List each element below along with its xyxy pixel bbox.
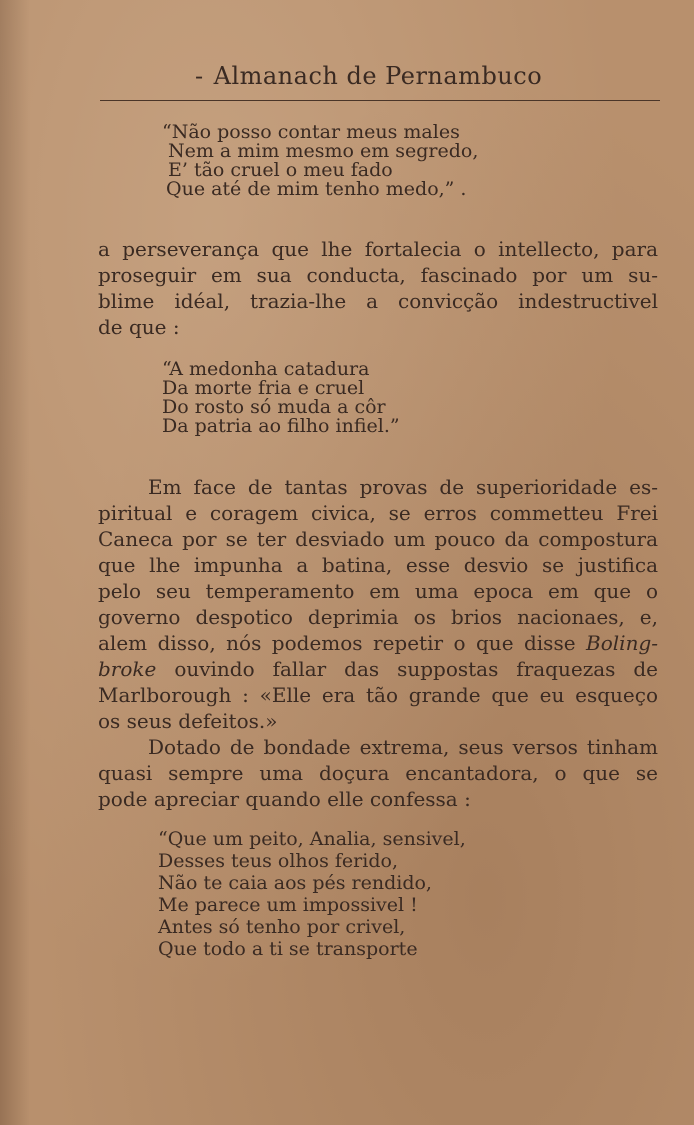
verse-line: “Não posso contar meus males bbox=[162, 121, 460, 143]
text-line: os seus defeitos.» bbox=[98, 709, 278, 733]
verse-line: Que todo a ti se transporte bbox=[158, 938, 418, 960]
verse-line: Da patria ao filho infiel.” bbox=[162, 415, 400, 437]
text-line bbox=[98, 630, 658, 656]
verse-line: “Que um peito, Analia, sensivel, bbox=[158, 828, 466, 850]
verse-line: Que até de mim tenho medo,” . bbox=[166, 178, 467, 200]
header-dash: - bbox=[195, 62, 204, 90]
verse-line: Da morte fria e cruel bbox=[162, 377, 365, 399]
verse-line: Me parece um impossivel ! bbox=[158, 894, 418, 916]
header-rule bbox=[100, 100, 660, 101]
verse-line: Não te caia aos pés rendido, bbox=[158, 872, 432, 894]
text-line: piritual e coragem civica, se erros commetteu Frei bbox=[98, 501, 658, 525]
text-line: pode apreciar quando elle confessa : bbox=[98, 787, 471, 811]
text-line: Caneca por se ter desviado um pouco da compostura bbox=[98, 527, 658, 551]
text-line: pelo seu temperamento em uma epoca em que o bbox=[98, 579, 658, 603]
text-line: a perseverança que lhe fortalecia o intellecto, para bbox=[98, 237, 658, 261]
italic-name: broke bbox=[98, 657, 157, 681]
text-line: blime idéal, trazia-lhe a convicção indestructivel bbox=[98, 289, 658, 313]
text-line bbox=[98, 656, 658, 682]
text-line: de que : bbox=[98, 315, 180, 339]
verse-block-2 bbox=[162, 360, 400, 436]
verse-line: Nem a mim mesmo em segredo, bbox=[168, 140, 479, 162]
header-title: Almanach de Pernambuco bbox=[213, 62, 543, 90]
text-span: ouvindo fallar das suppostas fraquezas de bbox=[174, 657, 659, 681]
italic-name: Boling- bbox=[586, 631, 659, 655]
text-line: proseguir em sua conducta, fascinado por um su- bbox=[98, 263, 658, 287]
verse-line: E’ tão cruel o meu fado bbox=[168, 159, 393, 181]
text-line: Dotado de bondade extrema, seus versos tinham bbox=[148, 735, 658, 759]
paragraph-2 bbox=[98, 474, 658, 812]
text-line: quasi sempre uma doçura encantadora, o que se bbox=[98, 761, 658, 785]
text-line: Marlborough : «Elle era tão grande que eu esqueço bbox=[98, 683, 658, 707]
verse-line: Do rosto só muda a côr bbox=[162, 396, 386, 418]
text-line: Em face de tantas provas de superioridade es- bbox=[148, 475, 658, 499]
text-span: alem disso, nós podemos repetir o que disse bbox=[98, 631, 576, 655]
verse-line: “A medonha catadura bbox=[162, 358, 370, 380]
text-line: governo despotico deprimia os brios nacionaes, e, bbox=[98, 605, 658, 629]
verse-line: Antes só tenho por crivel, bbox=[158, 916, 406, 938]
running-header bbox=[195, 62, 555, 90]
paragraph-1 bbox=[98, 236, 658, 340]
verse-block-1 bbox=[162, 123, 478, 199]
verse-line: Desses teus olhos ferido, bbox=[158, 850, 398, 872]
text-line: que lhe impunha a batina, esse desvio se justifica bbox=[98, 553, 658, 577]
verse-block-3 bbox=[158, 830, 466, 962]
